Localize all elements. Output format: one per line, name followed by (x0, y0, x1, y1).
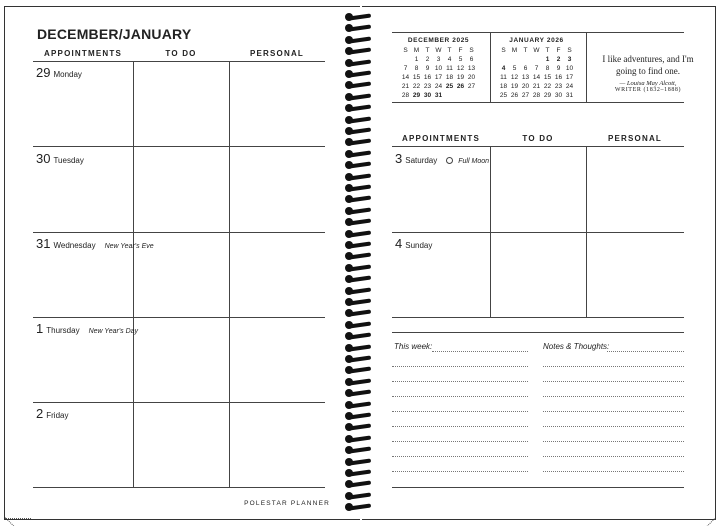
day-number: 3 (395, 151, 403, 166)
calendar-date (400, 56, 411, 64)
calendar-date: 30 (423, 92, 432, 99)
spiral-ring (345, 297, 375, 307)
calendar-date: 27 (521, 92, 530, 99)
day-name: Thursday (46, 326, 80, 335)
writing-line (392, 411, 528, 412)
calendar-date: 15 (543, 74, 552, 81)
day-number: 31 (36, 236, 51, 251)
calendar-date: 8 (414, 65, 419, 72)
calendar-date: 11 (500, 74, 507, 81)
calendar-date: 6 (523, 65, 528, 72)
calendar-date: 21 (532, 83, 541, 90)
column-divider (133, 61, 134, 487)
holiday-note: New Year's Eve (104, 243, 154, 250)
spiral-ring (345, 229, 375, 239)
spiral-ring (345, 320, 375, 330)
spiral-ring (345, 502, 375, 512)
quote-author: — Louisa May Alcott, (619, 80, 677, 87)
calendar-date (509, 56, 520, 64)
day-entry (36, 151, 84, 166)
calendar-date: 31 (565, 92, 574, 99)
spiral-ring (345, 251, 375, 261)
calendar-date (498, 56, 509, 64)
calendar-date: 19 (510, 83, 519, 90)
weekday-label: T (545, 47, 550, 54)
spiral-ring (345, 274, 375, 284)
calendar-date: 19 (456, 74, 465, 81)
calendar-date: 29 (412, 92, 421, 99)
calendar-date: 16 (554, 74, 563, 81)
spiral-ring (345, 331, 375, 341)
writing-line (543, 366, 684, 367)
spiral-ring (345, 206, 375, 216)
calendar-date: 14 (532, 74, 541, 81)
calendar-date: 26 (456, 83, 465, 90)
calendar-date: 2 (556, 56, 561, 63)
calendar-date (455, 92, 466, 100)
quote-block (592, 53, 704, 93)
day-name: Tuesday (53, 156, 84, 165)
calendar-date: 9 (425, 65, 430, 72)
calendar-date: 16 (423, 74, 432, 81)
calendar-date: 7 (403, 65, 408, 72)
spiral-ring (345, 434, 375, 444)
day-entry (36, 236, 154, 251)
header-appointments: APPOINTMENTS (44, 49, 122, 58)
day-name: Sunday (405, 241, 433, 250)
spiral-ring (345, 411, 375, 421)
spiral-ring (345, 308, 375, 318)
weekday-label: F (556, 47, 561, 54)
calendar-date: 29 (543, 92, 552, 99)
spiral-ring (345, 12, 375, 22)
page-title: DECEMBER/JANUARY (37, 26, 192, 42)
weekday-label: T (425, 47, 430, 54)
spiral-ring (345, 149, 375, 159)
page-corner-fold (5, 493, 31, 519)
writing-line (543, 411, 684, 412)
writing-line (392, 366, 528, 367)
mini-calendar-december (400, 37, 477, 100)
calendar-date: 21 (401, 83, 410, 90)
spiral-ring (345, 217, 375, 227)
calendar-date: 7 (534, 65, 539, 72)
spiral-ring (345, 388, 375, 398)
calendar-date: 4 (501, 65, 506, 72)
calendar-date: 27 (467, 83, 476, 90)
day-entry (395, 236, 432, 251)
calendar-bottom-rule (392, 102, 684, 103)
calendar-date: 10 (565, 65, 574, 72)
writing-line (392, 426, 528, 427)
weekday-label: S (403, 47, 408, 54)
weekday-label: S (567, 47, 572, 54)
mini-calendar-january (498, 37, 575, 100)
day-name: Friday (46, 411, 69, 420)
weekday-label: M (413, 47, 420, 54)
calendar-date: 6 (469, 56, 474, 63)
weekday-label: T (447, 47, 452, 54)
column-divider (229, 61, 230, 487)
full-moon-icon (446, 157, 453, 164)
calendar-date: 25 (445, 83, 454, 90)
calendar-date: 20 (467, 74, 476, 81)
writing-line (543, 381, 684, 382)
header-todo: TO DO (522, 134, 554, 143)
spiral-ring (345, 58, 375, 68)
spiral-ring (345, 445, 375, 455)
day-number: 4 (395, 236, 403, 251)
calendar-date: 12 (456, 65, 465, 72)
calendar-date: 3 (567, 56, 572, 63)
calendar-date: 15 (412, 74, 421, 81)
writing-line (392, 396, 528, 397)
calendar-date: 18 (499, 83, 508, 90)
mini-calendar-grid (498, 47, 575, 100)
day-name: Wednesday (53, 241, 96, 250)
calendar-date: 22 (412, 83, 421, 90)
calendar-date: 12 (510, 74, 519, 81)
spiral-ring (345, 286, 375, 296)
spiral-ring (345, 23, 375, 33)
header-personal: PERSONAL (607, 134, 663, 143)
calendar-date (444, 92, 455, 100)
writing-line (543, 426, 684, 427)
writing-line (607, 351, 684, 352)
calendar-date: 23 (423, 83, 432, 90)
spiral-ring (345, 400, 375, 410)
spiral-ring (345, 457, 375, 467)
calendar-date: 13 (467, 65, 476, 72)
day-number: 30 (36, 151, 51, 166)
spiral-ring (345, 468, 375, 478)
spiral-binding (345, 12, 375, 517)
calendar-date: 5 (512, 65, 517, 72)
calendar-date: 24 (434, 83, 443, 90)
writing-line (392, 456, 528, 457)
holiday-note: New Year's Day (88, 328, 139, 335)
mini-calendar-title: DECEMBER 2025 (407, 37, 470, 44)
spiral-ring (345, 92, 375, 102)
quote-author-desc: WRITER (1832–1888) (614, 87, 682, 93)
writing-line (543, 456, 684, 457)
calendar-date: 2 (425, 56, 430, 63)
header-todo: TO DO (165, 49, 197, 58)
day-divider (33, 232, 325, 233)
bottom-rule (33, 487, 325, 488)
calendar-date: 26 (510, 92, 519, 99)
calendar-date: 20 (521, 83, 530, 90)
day-name: Monday (53, 70, 82, 79)
spiral-ring (345, 240, 375, 250)
spiral-ring (345, 69, 375, 79)
spiral-ring (345, 365, 375, 375)
spiral-ring (345, 479, 375, 489)
weekday-label: F (458, 47, 463, 54)
calendar-date: 17 (565, 74, 574, 81)
this-week-label: This week: (394, 342, 433, 351)
page-corner-fold (689, 493, 715, 519)
spiral-ring (345, 343, 375, 353)
calendar-date: 13 (521, 74, 530, 81)
spiral-ring (345, 172, 375, 182)
calendar-date: 31 (434, 92, 443, 99)
moon-note: Full Moon (458, 158, 489, 165)
calendar-date: 5 (458, 56, 463, 63)
weekday-label: S (469, 47, 474, 54)
day-entry (36, 65, 82, 80)
calendar-date: 25 (499, 92, 508, 99)
calendar-date: 24 (565, 83, 574, 90)
mini-calendar-grid (400, 47, 477, 100)
day-divider (33, 146, 325, 147)
writing-line (392, 471, 528, 472)
calendar-date: 22 (543, 83, 552, 90)
writing-line (392, 381, 528, 382)
top-rule (392, 32, 684, 33)
spiral-ring (345, 35, 375, 45)
day-divider (33, 317, 325, 318)
writing-line (432, 351, 528, 352)
spiral-ring (345, 183, 375, 193)
planner-footer: POLESTAR PLANNER (244, 500, 330, 507)
day-number: 1 (36, 321, 44, 336)
spiral-ring (345, 80, 375, 90)
bottom-rule (392, 487, 684, 488)
spiral-ring (345, 137, 375, 147)
calendar-date: 17 (434, 74, 443, 81)
calendar-date: 28 (532, 92, 541, 99)
day-divider (392, 232, 684, 233)
calendar-date: 1 (414, 56, 419, 63)
notes-label: Notes & Thoughts: (543, 342, 610, 351)
weekday-label: T (523, 47, 528, 54)
spiral-ring (345, 160, 375, 170)
calendar-date (520, 56, 531, 64)
header-personal: PERSONAL (249, 49, 305, 58)
right-page (362, 6, 716, 520)
writing-line (392, 441, 528, 442)
section-rule (392, 332, 684, 333)
day-number: 2 (36, 406, 44, 421)
weekday-label: M (511, 47, 518, 54)
header-appointments: APPOINTMENTS (402, 134, 480, 143)
left-page (4, 6, 360, 520)
spiral-ring (345, 46, 375, 56)
writing-line (543, 471, 684, 472)
spiral-ring (345, 354, 375, 364)
day-name: Saturday (405, 156, 438, 165)
day-entry (36, 321, 138, 336)
calendar-date (531, 56, 542, 64)
calendar-date (466, 92, 477, 100)
spiral-ring (345, 377, 375, 387)
weekday-label: S (501, 47, 506, 54)
day-divider (33, 402, 325, 403)
header-rule (33, 61, 325, 62)
mini-calendar-title: JANUARY 2026 (509, 37, 564, 44)
calendar-date: 23 (554, 83, 563, 90)
calendar-divider (490, 32, 491, 102)
spiral-ring (345, 103, 375, 113)
calendar-date: 30 (554, 92, 563, 99)
calendar-date: 1 (545, 56, 550, 63)
spiral-ring (345, 263, 375, 273)
quote-text: I like adventures, and I'm going to find one. (602, 54, 694, 76)
day-entry (36, 406, 68, 421)
spiral-ring (345, 194, 375, 204)
calendar-date: 11 (446, 65, 453, 72)
spiral-ring (345, 422, 375, 432)
calendar-date: 28 (401, 92, 410, 99)
spiral-ring (345, 491, 375, 501)
calendar-date: 8 (545, 65, 550, 72)
spiral-ring (345, 115, 375, 125)
calendar-date: 10 (434, 65, 443, 72)
day-divider (392, 317, 684, 318)
day-entry (395, 151, 489, 166)
writing-line (543, 396, 684, 397)
day-number: 29 (36, 65, 51, 80)
weekday-label: W (533, 47, 540, 54)
spiral-ring (345, 126, 375, 136)
calendar-date: 14 (401, 74, 410, 81)
weekday-label: W (435, 47, 442, 54)
calendar-date: 9 (556, 65, 561, 72)
calendar-divider (586, 32, 587, 102)
header-rule (392, 146, 684, 147)
writing-line (543, 441, 684, 442)
calendar-date: 4 (447, 56, 452, 63)
calendar-date: 3 (436, 56, 441, 63)
calendar-date: 18 (445, 74, 454, 81)
